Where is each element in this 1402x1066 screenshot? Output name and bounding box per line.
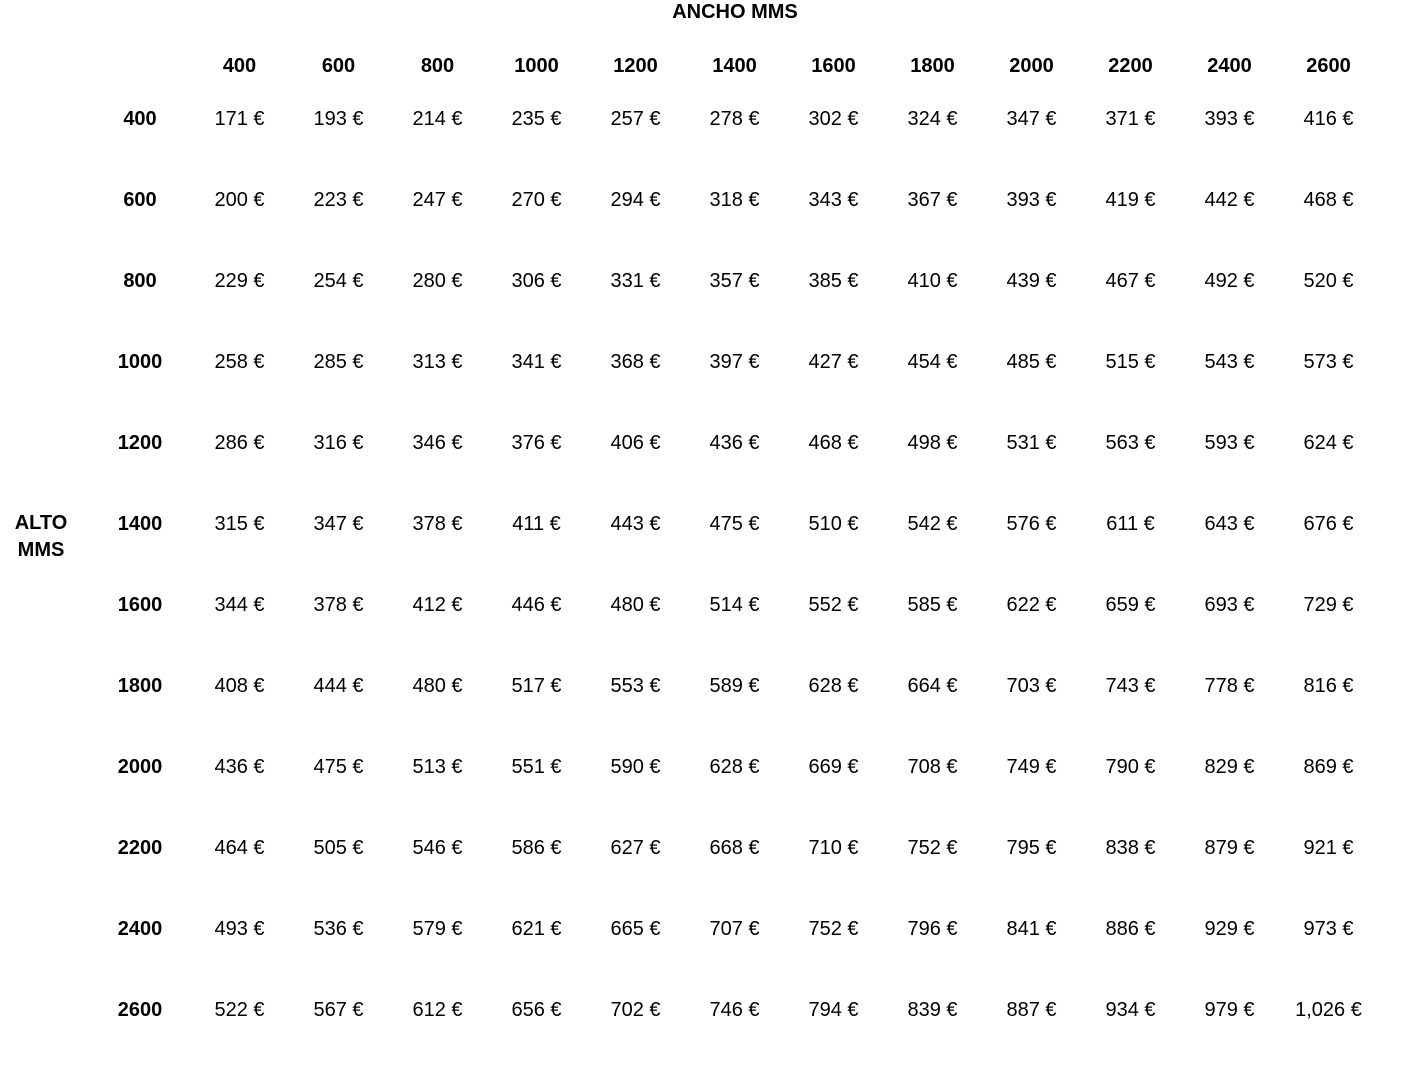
price-cell: 929 € (1204, 918, 1255, 940)
column-header-800: 800 (420, 55, 455, 77)
price-cell: 468 € (1303, 189, 1354, 211)
row-cells (190, 160, 1378, 241)
price-cell: 794 € (808, 999, 859, 1021)
price-cell: 567 € (313, 999, 364, 1021)
price-cell: 485 € (1006, 351, 1057, 373)
price-cell: 664 € (907, 675, 958, 697)
price-cell: 576 € (1006, 513, 1057, 535)
price-cell: 665 € (610, 918, 661, 940)
table-row (0, 403, 1402, 484)
price-cell: 531 € (1006, 432, 1057, 454)
price-cell: 669 € (808, 756, 859, 778)
price-cell: 306 € (511, 270, 562, 292)
table-row (0, 646, 1402, 727)
price-cell: 313 € (412, 351, 463, 373)
price-cell: 590 € (610, 756, 661, 778)
price-cell: 627 € (610, 837, 661, 859)
price-cell: 214 € (412, 108, 463, 130)
price-cell: 628 € (808, 675, 859, 697)
price-cell: 492 € (1204, 270, 1255, 292)
price-cell: 385 € (808, 270, 859, 292)
price-cell: 612 € (412, 999, 463, 1021)
row-header-1400: 1400 (117, 513, 163, 535)
price-cell: 464 € (214, 837, 265, 859)
price-cell: 816 € (1303, 675, 1354, 697)
price-cell: 542 € (907, 513, 958, 535)
price-cell: 454 € (907, 351, 958, 373)
price-cell: 436 € (214, 756, 265, 778)
row-cells (190, 241, 1378, 322)
price-cell: 480 € (610, 594, 661, 616)
row-cells (190, 889, 1378, 970)
price-cell: 235 € (511, 108, 562, 130)
price-cell: 346 € (412, 432, 463, 454)
row-cells (190, 970, 1378, 1051)
price-cell: 427 € (808, 351, 859, 373)
column-header-2400: 2400 (1207, 55, 1252, 77)
price-cell: 979 € (1204, 999, 1255, 1021)
price-cell: 1,026 € (1295, 999, 1362, 1021)
price-cell: 707 € (709, 918, 760, 940)
row-header-2600: 2600 (117, 999, 163, 1021)
column-header-1200: 1200 (613, 55, 658, 77)
price-cell: 257 € (610, 108, 661, 130)
price-cell: 498 € (907, 432, 958, 454)
price-cell: 585 € (907, 594, 958, 616)
price-cell: 467 € (1105, 270, 1156, 292)
price-cell: 628 € (709, 756, 760, 778)
column-header-2200: 2200 (1108, 55, 1153, 77)
price-cell: 702 € (610, 999, 661, 1021)
ancho-mms-label: ANCHO MMS (672, 1, 798, 23)
price-cell: 229 € (214, 270, 265, 292)
row-cells (190, 808, 1378, 889)
price-cell: 778 € (1204, 675, 1255, 697)
price-cell: 743 € (1105, 675, 1156, 697)
column-header-2000: 2000 (1009, 55, 1054, 77)
price-cell: 829 € (1204, 756, 1255, 778)
table-row (0, 727, 1402, 808)
column-header-1600: 1600 (811, 55, 856, 77)
table-row (0, 808, 1402, 889)
column-headers (190, 52, 1378, 80)
price-cell: 193 € (313, 108, 364, 130)
price-cell: 622 € (1006, 594, 1057, 616)
price-cell: 510 € (808, 513, 859, 535)
price-cell: 371 € (1105, 108, 1156, 130)
price-cell: 973 € (1303, 918, 1354, 940)
row-cells (190, 646, 1378, 727)
row-header-1800: 1800 (117, 675, 163, 697)
price-cell: 563 € (1105, 432, 1156, 454)
price-cell: 839 € (907, 999, 958, 1021)
price-cell: 378 € (313, 594, 364, 616)
column-header-2600: 2600 (1306, 55, 1351, 77)
price-cell: 378 € (412, 513, 463, 535)
price-cell: 676 € (1303, 513, 1354, 535)
price-cell: 347 € (1006, 108, 1057, 130)
price-cell: 505 € (313, 837, 364, 859)
price-cell: 515 € (1105, 351, 1156, 373)
price-cell: 551 € (511, 756, 562, 778)
price-cell: 536 € (313, 918, 364, 940)
price-cell: 921 € (1303, 837, 1354, 859)
price-cell: 316 € (313, 432, 364, 454)
table-row (0, 484, 1402, 565)
alto-label-line1: ALTO (14, 512, 68, 534)
price-cell: 254 € (313, 270, 364, 292)
column-header-600: 600 (321, 55, 356, 77)
price-cell: 611 € (1106, 513, 1155, 535)
price-cell: 344 € (214, 594, 265, 616)
price-cell: 790 € (1105, 756, 1156, 778)
price-cell: 343 € (808, 189, 859, 211)
price-cell: 442 € (1204, 189, 1255, 211)
price-cell: 171 € (214, 108, 265, 130)
price-cell: 406 € (610, 432, 661, 454)
price-cell: 397 € (709, 351, 760, 373)
alto-label-line2: MMS (17, 539, 65, 561)
price-cell: 879 € (1204, 837, 1255, 859)
price-cell: 513 € (412, 756, 463, 778)
price-cell: 368 € (610, 351, 661, 373)
price-cell: 223 € (313, 189, 364, 211)
price-cell: 543 € (1204, 351, 1255, 373)
price-cell: 729 € (1303, 594, 1354, 616)
table-row (0, 565, 1402, 646)
price-cell: 579 € (412, 918, 463, 940)
price-cell: 887 € (1006, 999, 1057, 1021)
price-cell: 468 € (808, 432, 859, 454)
price-cell: 347 € (313, 513, 364, 535)
price-cell: 838 € (1105, 837, 1156, 859)
price-cell: 357 € (709, 270, 760, 292)
price-cell: 280 € (412, 270, 463, 292)
price-cell: 746 € (709, 999, 760, 1021)
price-cell: 393 € (1006, 189, 1057, 211)
price-cell: 446 € (511, 594, 562, 616)
price-cell: 331 € (610, 270, 661, 292)
price-cell: 749 € (1006, 756, 1057, 778)
price-cell: 443 € (610, 513, 661, 535)
price-cell: 841 € (1006, 918, 1057, 940)
price-cell: 934 € (1105, 999, 1156, 1021)
table-row (0, 241, 1402, 322)
price-cell: 624 € (1303, 432, 1354, 454)
price-cell: 318 € (709, 189, 760, 211)
price-cell: 493 € (214, 918, 265, 940)
row-cells (190, 484, 1378, 565)
price-cell: 659 € (1105, 594, 1156, 616)
price-cell: 586 € (511, 837, 562, 859)
row-header-600: 600 (123, 189, 157, 211)
column-header-1000: 1000 (514, 55, 559, 77)
price-cell: 552 € (808, 594, 859, 616)
price-cell: 410 € (907, 270, 958, 292)
row-cells (190, 403, 1378, 484)
price-cell: 573 € (1303, 351, 1354, 373)
row-cells (190, 322, 1378, 403)
price-cell: 703 € (1006, 675, 1057, 697)
price-cell: 294 € (610, 189, 661, 211)
row-header-1600: 1600 (117, 594, 163, 616)
row-header-2200: 2200 (117, 837, 163, 859)
price-cell: 324 € (907, 108, 958, 130)
price-cell: 708 € (907, 756, 958, 778)
price-cell: 589 € (709, 675, 760, 697)
price-cell: 795 € (1006, 837, 1057, 859)
price-cell: 475 € (709, 513, 760, 535)
table-row (0, 160, 1402, 241)
price-cell: 315 € (214, 513, 265, 535)
row-header-1000: 1000 (117, 351, 163, 373)
table-row (0, 970, 1402, 1051)
price-cell: 412 € (412, 594, 463, 616)
row-header-400: 400 (123, 108, 157, 130)
row-header-800: 800 (123, 270, 157, 292)
price-cell: 752 € (808, 918, 859, 940)
price-cell: 522 € (214, 999, 265, 1021)
price-cell: 520 € (1303, 270, 1354, 292)
table-row (0, 79, 1402, 160)
price-cell: 656 € (511, 999, 562, 1021)
table-row (0, 889, 1402, 970)
column-header-400: 400 (222, 55, 257, 77)
price-cell: 408 € (214, 675, 265, 697)
table-row (0, 322, 1402, 403)
price-cell: 444 € (313, 675, 364, 697)
price-cell: 286 € (214, 432, 265, 454)
price-cell: 553 € (610, 675, 661, 697)
price-cell: 475 € (313, 756, 364, 778)
price-cell: 436 € (709, 432, 760, 454)
price-cell: 546 € (412, 837, 463, 859)
price-cell: 376 € (511, 432, 562, 454)
price-cell: 710 € (808, 837, 859, 859)
price-cell: 480 € (412, 675, 463, 697)
price-cell: 285 € (313, 351, 364, 373)
row-header-2400: 2400 (117, 918, 163, 940)
price-cell: 258 € (214, 351, 265, 373)
price-cell: 341 € (511, 351, 562, 373)
column-header-1400: 1400 (712, 55, 757, 77)
price-cell: 302 € (808, 108, 859, 130)
price-cell: 439 € (1006, 270, 1057, 292)
price-cell: 869 € (1303, 756, 1354, 778)
price-cell: 278 € (709, 108, 760, 130)
price-cell: 200 € (214, 189, 265, 211)
price-cell: 593 € (1204, 432, 1255, 454)
price-cell: 367 € (907, 189, 958, 211)
row-header-1200: 1200 (117, 432, 163, 454)
price-cell: 796 € (907, 918, 958, 940)
price-cell: 668 € (709, 837, 760, 859)
row-cells (190, 727, 1378, 808)
price-cell: 393 € (1204, 108, 1255, 130)
price-cell: 411 € (512, 513, 561, 535)
price-cell: 693 € (1204, 594, 1255, 616)
price-cell: 247 € (412, 189, 463, 211)
price-cell: 416 € (1303, 108, 1354, 130)
price-cell: 643 € (1204, 513, 1255, 535)
price-cell: 517 € (511, 675, 562, 697)
row-cells (190, 79, 1378, 160)
price-cell: 621 € (511, 918, 562, 940)
price-cell: 514 € (709, 594, 760, 616)
row-header-2000: 2000 (117, 756, 163, 778)
column-header-1800: 1800 (910, 55, 955, 77)
price-cell: 752 € (907, 837, 958, 859)
row-cells (190, 565, 1378, 646)
price-cell: 419 € (1105, 189, 1156, 211)
price-cell: 886 € (1105, 918, 1156, 940)
price-cell: 270 € (511, 189, 562, 211)
